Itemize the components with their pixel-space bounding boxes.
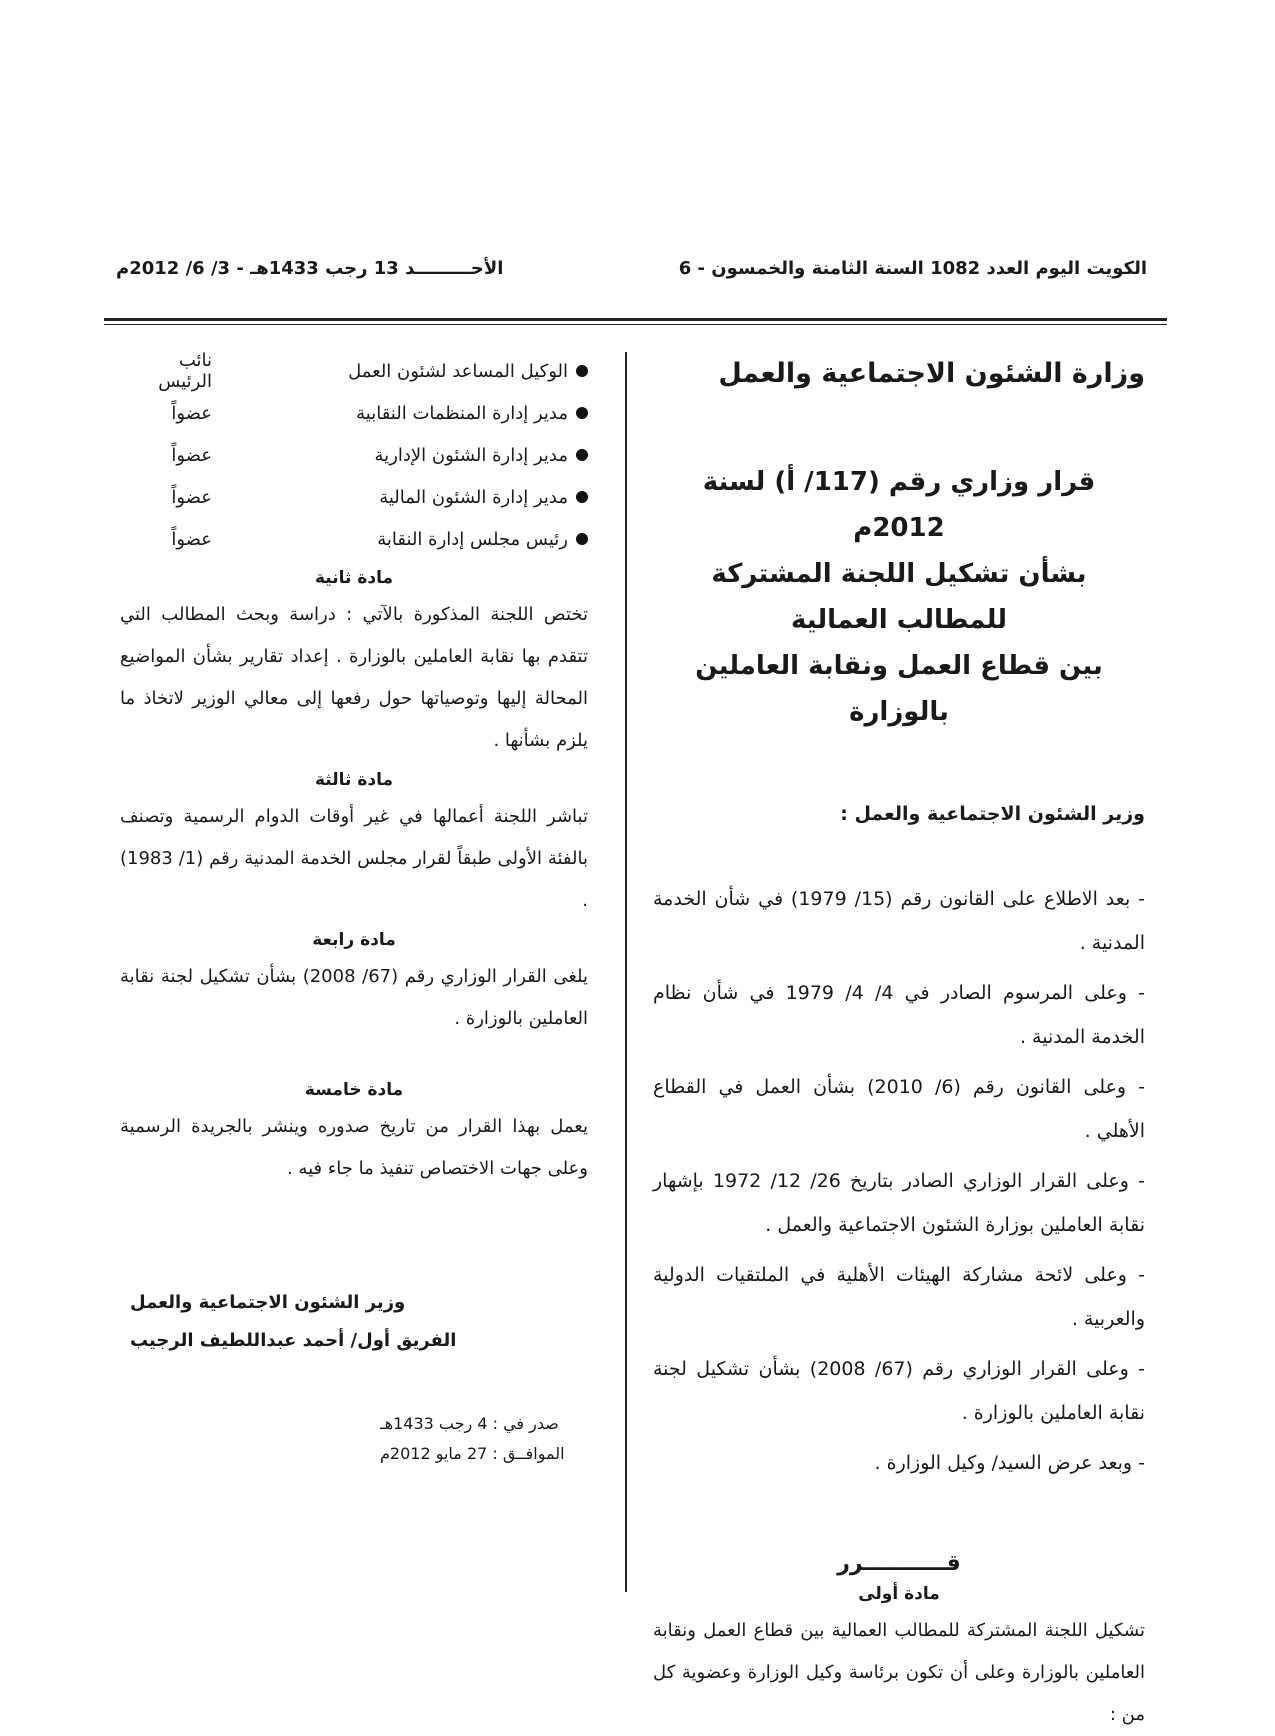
committee-member: [120, 476, 588, 518]
committee-member: [120, 518, 588, 560]
decree-title-line: بشأن تشكيل اللجنة المشتركة للمطالب العمالية: [711, 559, 1087, 635]
article-5-title: مادة خامسة: [304, 1080, 404, 1100]
member-title: الوكيل المساعد لشئون العمل: [348, 360, 568, 382]
decree-title-line: قرار وزاري رقم (117/ أ) لسنة 2012م: [702, 467, 1096, 543]
preamble-item: - وعلى لائحة مشاركة الهيئات الأهلية في الملتقيات الدولية والعربية .: [653, 1264, 1145, 1330]
committee-member: [120, 392, 588, 434]
member-role: عضواً: [171, 444, 212, 466]
preamble-item: - وعلى المرسوم الصادر في 4/ 4/ 1979 في شأن نظام الخدمة المدنية .: [653, 982, 1145, 1048]
member-role: عضواً: [171, 402, 212, 424]
header-rule-thin: [104, 324, 1167, 325]
article-5-text: يعمل بهذا القرار من تاريخ صدوره وينشر بالجريدة الرسمية وعلى جهات الاختصاص تنفيذ ما جاء فيه .: [120, 1116, 588, 1179]
header-rule: [104, 318, 1167, 321]
signature-title: وزير الشئون الاجتماعية والعمل: [130, 1292, 406, 1313]
bullet-icon: [576, 365, 588, 377]
committee-member: [120, 434, 588, 476]
decree-title-line: بين قطاع العمل ونقابة العاملين بالوزارة: [695, 651, 1103, 727]
left-column: [120, 350, 588, 1190]
bullet-icon: [576, 533, 588, 545]
issue-info: الكويت اليوم العدد 1082 السنة الثامنة والخمسون - 6: [678, 258, 1147, 279]
article-3-title: مادة ثالثة: [315, 770, 393, 790]
bullet-icon: [576, 449, 588, 461]
corresponding-date: الموافــق : 27 مايو 2012م: [380, 1444, 565, 1463]
right-column: [653, 350, 1145, 1736]
preamble-item: - وبعد عرض السيد/ وكيل الوزارة .: [874, 1452, 1145, 1474]
committee-member: [120, 350, 588, 392]
preamble-item: - بعد الاطلاع على القانون رقم (15/ 1979) في شأن الخدمة المدنية .: [653, 888, 1145, 954]
member-role: عضواً: [171, 486, 212, 508]
article-1-title: مادة أولى: [858, 1584, 940, 1604]
member-title: رئيس مجلس إدارة النقابة: [377, 528, 568, 550]
article-1-text: تشكيل اللجنة المشتركة للمطالب العمالية بين قطاع العمل ونقابة العاملين بالوزارة وعلى أن تكون برئاسة وكيل الوزارة وعضوية كل من :: [653, 1620, 1145, 1725]
issued-date: صدر في : 4 رجب 1433هـ: [380, 1414, 559, 1433]
preamble-item: - وعلى القانون رقم (6/ 2010) بشأن العمل في القطاع الأهلي .: [653, 1076, 1146, 1142]
member-role: عضواً: [171, 528, 212, 550]
signature-name: الفريق أول/ أحمد عبداللطيف الرجيب: [130, 1330, 457, 1351]
member-title: مدير إدارة الشئون المالية: [379, 486, 568, 508]
article-3-text: تباشر اللجنة أعمالها في غير أوقات الدوام الرسمية وتصنف بالفئة الأولى طبقاً لقرار مجلس الخدمة المدنية رقم (1/ 1983) .: [120, 806, 588, 911]
minister-line: وزير الشئون الاجتماعية والعمل :: [840, 803, 1145, 825]
date-info: الأحـــــــــد 13 رجب 1433هـ - 3/ 6/ 2012م: [116, 258, 504, 279]
bullet-icon: [576, 407, 588, 419]
member-title: مدير إدارة الشئون الإدارية: [374, 444, 568, 466]
decided-heading: قـــــــــــرر: [837, 1551, 961, 1576]
preamble-item: - وعلى القرار الوزاري الصادر بتاريخ 26/ 12/ 1972 بإشهار نقابة العاملين بوزارة الشئون الاجتماعية والعمل .: [653, 1170, 1145, 1236]
decree-title: [653, 459, 1145, 735]
preamble-item: - وعلى القرار الوزاري رقم (67/ 2008) بشأن تشكيل لجنة نقابة العاملين بالوزارة .: [653, 1358, 1145, 1424]
member-role: نائب الرئيس: [158, 350, 212, 392]
member-title: مدير إدارة المنظمات النقابية: [356, 402, 568, 424]
column-divider: [625, 352, 627, 1592]
ministry-heading: وزارة الشئون الاجتماعية والعمل: [718, 358, 1145, 389]
article-2-title: مادة ثانية: [315, 568, 393, 588]
bullet-icon: [576, 491, 588, 503]
article-2-text: تختص اللجنة المذكورة بالآتي : دراسة وبحث المطالب التي تتقدم بها نقابة العاملين بالوزارة . إعداد تقارير بشأن المواضيع المحالة إليها وتوصياتها حول رفعها إلى معالي الوزير لاتخاذ ما يلزم بشأنها .: [120, 604, 588, 751]
article-4-title: مادة رابعة: [312, 930, 396, 950]
article-4-text: يلغى القرار الوزاري رقم (67/ 2008) بشأن تشكيل لجنة نقابة العاملين بالوزارة .: [120, 966, 588, 1029]
